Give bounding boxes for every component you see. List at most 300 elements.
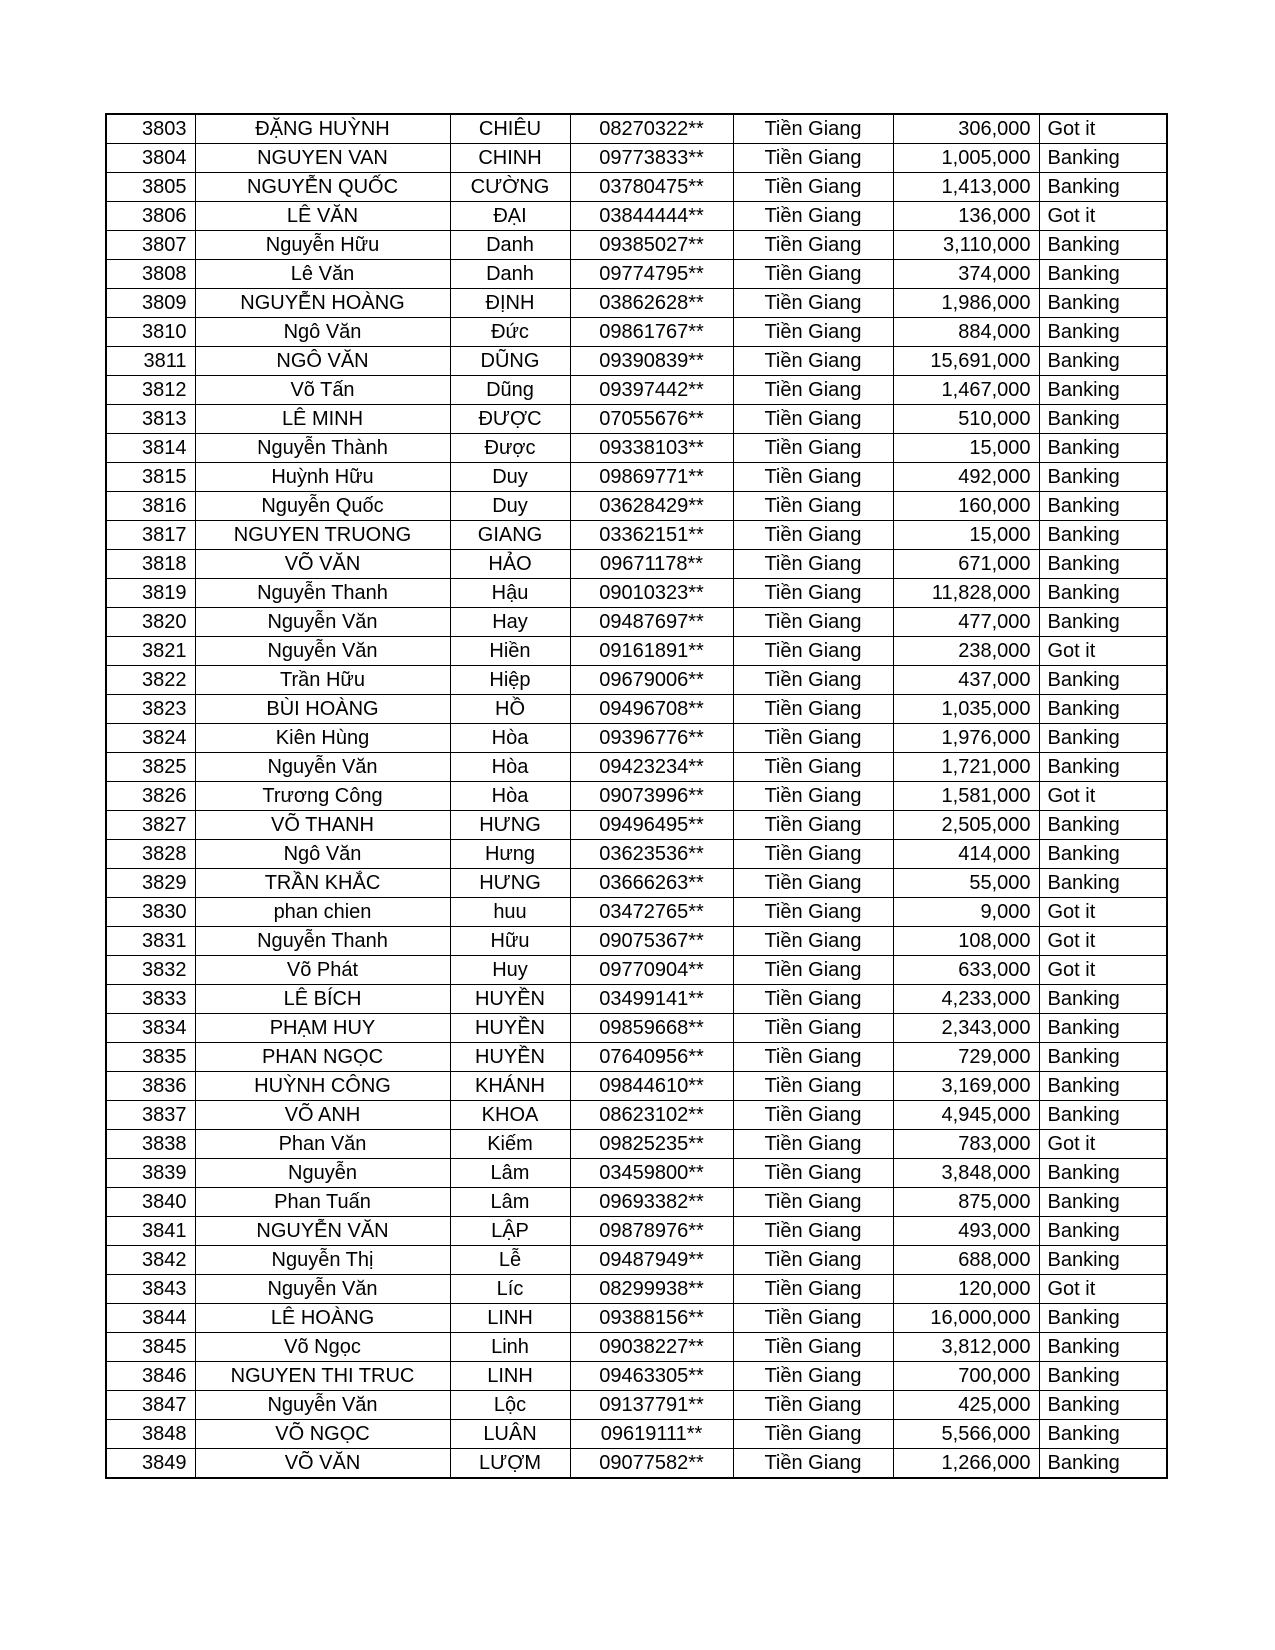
first-name-cell: Hiệp: [450, 666, 570, 695]
amount-cell: 238,000: [893, 637, 1039, 666]
phone-cell: 09859668**: [570, 1014, 733, 1043]
payment-method-cell: Banking: [1039, 608, 1167, 637]
province-cell: Tiền Giang: [733, 1072, 893, 1101]
province-cell: Tiền Giang: [733, 666, 893, 695]
row-number-cell: 3805: [106, 173, 195, 202]
last-name-cell: Nguyễn Hữu: [195, 231, 450, 260]
row-number-cell: 3803: [106, 114, 195, 144]
phone-cell: 08270322**: [570, 114, 733, 144]
province-cell: Tiền Giang: [733, 1275, 893, 1304]
table-row: [106, 114, 1167, 144]
table-row: [106, 811, 1167, 840]
row-number-cell: 3841: [106, 1217, 195, 1246]
province-cell: Tiền Giang: [733, 1362, 893, 1391]
row-number-cell: 3827: [106, 811, 195, 840]
payment-method-cell: Banking: [1039, 985, 1167, 1014]
first-name-cell: Hữu: [450, 927, 570, 956]
table-row: [106, 521, 1167, 550]
province-cell: Tiền Giang: [733, 927, 893, 956]
first-name-cell: LƯỢM: [450, 1449, 570, 1479]
table-row: [106, 666, 1167, 695]
first-name-cell: HỒ: [450, 695, 570, 724]
row-number-cell: 3833: [106, 985, 195, 1014]
row-number-cell: 3829: [106, 869, 195, 898]
amount-cell: 3,812,000: [893, 1333, 1039, 1362]
table-row: [106, 144, 1167, 173]
phone-cell: 09619111**: [570, 1420, 733, 1449]
table-row: [106, 376, 1167, 405]
table-row: [106, 1304, 1167, 1333]
first-name-cell: Hưng: [450, 840, 570, 869]
amount-cell: 1,721,000: [893, 753, 1039, 782]
phone-cell: 09679006**: [570, 666, 733, 695]
amount-cell: 55,000: [893, 869, 1039, 898]
row-number-cell: 3808: [106, 260, 195, 289]
table-row: [106, 608, 1167, 637]
province-cell: Tiền Giang: [733, 869, 893, 898]
province-cell: Tiền Giang: [733, 956, 893, 985]
last-name-cell: Ngô Văn: [195, 840, 450, 869]
last-name-cell: LÊ MINH: [195, 405, 450, 434]
province-cell: Tiền Giang: [733, 463, 893, 492]
payment-method-cell: Banking: [1039, 1362, 1167, 1391]
last-name-cell: Trần Hữu: [195, 666, 450, 695]
province-cell: Tiền Giang: [733, 1217, 893, 1246]
first-name-cell: LINH: [450, 1304, 570, 1333]
phone-cell: 09463305**: [570, 1362, 733, 1391]
last-name-cell: Võ Ngọc: [195, 1333, 450, 1362]
table-row: [106, 985, 1167, 1014]
row-number-cell: 3842: [106, 1246, 195, 1275]
table-row: [106, 318, 1167, 347]
last-name-cell: Nguyễn Văn: [195, 608, 450, 637]
payment-method-cell: Banking: [1039, 550, 1167, 579]
last-name-cell: Nguyễn Văn: [195, 1275, 450, 1304]
phone-cell: 09825235**: [570, 1130, 733, 1159]
table-row: [106, 1391, 1167, 1420]
last-name-cell: LÊ BÍCH: [195, 985, 450, 1014]
phone-cell: 03666263**: [570, 869, 733, 898]
table-row: [106, 1362, 1167, 1391]
last-name-cell: LÊ VĂN: [195, 202, 450, 231]
first-name-cell: Đức: [450, 318, 570, 347]
row-number-cell: 3815: [106, 463, 195, 492]
payment-method-cell: Got it: [1039, 1275, 1167, 1304]
first-name-cell: Dũng: [450, 376, 570, 405]
last-name-cell: Nguyễn Thành: [195, 434, 450, 463]
payment-method-cell: Got it: [1039, 1130, 1167, 1159]
payment-method-cell: Banking: [1039, 1101, 1167, 1130]
phone-cell: 03628429**: [570, 492, 733, 521]
first-name-cell: huu: [450, 898, 570, 927]
province-cell: Tiền Giang: [733, 840, 893, 869]
row-number-cell: 3825: [106, 753, 195, 782]
amount-cell: 729,000: [893, 1043, 1039, 1072]
last-name-cell: Nguyễn Thanh: [195, 927, 450, 956]
row-number-cell: 3817: [106, 521, 195, 550]
province-cell: Tiền Giang: [733, 1420, 893, 1449]
row-number-cell: 3839: [106, 1159, 195, 1188]
phone-cell: 09010323**: [570, 579, 733, 608]
row-number-cell: 3843: [106, 1275, 195, 1304]
province-cell: Tiền Giang: [733, 347, 893, 376]
phone-cell: 09496495**: [570, 811, 733, 840]
last-name-cell: Võ Phát: [195, 956, 450, 985]
province-cell: Tiền Giang: [733, 1391, 893, 1420]
province-cell: Tiền Giang: [733, 318, 893, 347]
last-name-cell: TRẦN KHẮC: [195, 869, 450, 898]
table-row: [106, 434, 1167, 463]
table-row: [106, 1420, 1167, 1449]
phone-cell: 03459800**: [570, 1159, 733, 1188]
first-name-cell: Hòa: [450, 724, 570, 753]
amount-cell: 783,000: [893, 1130, 1039, 1159]
amount-cell: 9,000: [893, 898, 1039, 927]
first-name-cell: Hòa: [450, 782, 570, 811]
province-cell: Tiền Giang: [733, 144, 893, 173]
table-row: [106, 347, 1167, 376]
amount-cell: 1,413,000: [893, 173, 1039, 202]
amount-cell: 5,566,000: [893, 1420, 1039, 1449]
table-row: [106, 492, 1167, 521]
province-cell: Tiền Giang: [733, 289, 893, 318]
first-name-cell: Hậu: [450, 579, 570, 608]
row-number-cell: 3832: [106, 956, 195, 985]
province-cell: Tiền Giang: [733, 114, 893, 144]
payment-method-cell: Banking: [1039, 231, 1167, 260]
payment-method-cell: Banking: [1039, 1014, 1167, 1043]
amount-cell: 700,000: [893, 1362, 1039, 1391]
row-number-cell: 3831: [106, 927, 195, 956]
last-name-cell: PHAN NGỌC: [195, 1043, 450, 1072]
phone-cell: 09161891**: [570, 637, 733, 666]
first-name-cell: CƯỜNG: [450, 173, 570, 202]
payment-method-cell: Banking: [1039, 869, 1167, 898]
amount-cell: 3,848,000: [893, 1159, 1039, 1188]
table-row: [106, 1246, 1167, 1275]
table-row: [106, 1449, 1167, 1479]
province-cell: Tiền Giang: [733, 202, 893, 231]
amount-cell: 1,986,000: [893, 289, 1039, 318]
row-number-cell: 3845: [106, 1333, 195, 1362]
amount-cell: 414,000: [893, 840, 1039, 869]
province-cell: Tiền Giang: [733, 695, 893, 724]
first-name-cell: Duy: [450, 492, 570, 521]
table-row: [106, 695, 1167, 724]
table-row: [106, 1043, 1167, 1072]
last-name-cell: NGUYEN THI TRUC: [195, 1362, 450, 1391]
last-name-cell: Nguyễn Văn: [195, 753, 450, 782]
province-cell: Tiền Giang: [733, 1246, 893, 1275]
amount-cell: 1,976,000: [893, 724, 1039, 753]
amount-cell: 510,000: [893, 405, 1039, 434]
phone-cell: 09385027**: [570, 231, 733, 260]
first-name-cell: CHINH: [450, 144, 570, 173]
payment-method-cell: Banking: [1039, 144, 1167, 173]
last-name-cell: HUỲNH CÔNG: [195, 1072, 450, 1101]
payment-method-cell: Got it: [1039, 114, 1167, 144]
last-name-cell: Huỳnh Hữu: [195, 463, 450, 492]
province-cell: Tiền Giang: [733, 579, 893, 608]
records-table: [105, 113, 1168, 1479]
table-row: [106, 1130, 1167, 1159]
amount-cell: 108,000: [893, 927, 1039, 956]
last-name-cell: Phan Tuấn: [195, 1188, 450, 1217]
table-row: [106, 289, 1167, 318]
amount-cell: 3,169,000: [893, 1072, 1039, 1101]
last-name-cell: BÙI HOÀNG: [195, 695, 450, 724]
payment-method-cell: Banking: [1039, 1304, 1167, 1333]
last-name-cell: NGUYỄN QUỐC: [195, 173, 450, 202]
phone-cell: 09073996**: [570, 782, 733, 811]
amount-cell: 15,691,000: [893, 347, 1039, 376]
phone-cell: 09770904**: [570, 956, 733, 985]
first-name-cell: Líc: [450, 1275, 570, 1304]
phone-cell: 03499141**: [570, 985, 733, 1014]
province-cell: Tiền Giang: [733, 521, 893, 550]
last-name-cell: phan chien: [195, 898, 450, 927]
payment-method-cell: Banking: [1039, 1217, 1167, 1246]
payment-method-cell: Banking: [1039, 318, 1167, 347]
table-row: [106, 1101, 1167, 1130]
last-name-cell: NGÔ VĂN: [195, 347, 450, 376]
phone-cell: 03862628**: [570, 289, 733, 318]
province-cell: Tiền Giang: [733, 1188, 893, 1217]
row-number-cell: 3818: [106, 550, 195, 579]
phone-cell: 09773833**: [570, 144, 733, 173]
province-cell: Tiền Giang: [733, 550, 893, 579]
amount-cell: 425,000: [893, 1391, 1039, 1420]
first-name-cell: GIANG: [450, 521, 570, 550]
last-name-cell: NGUYỄN HOÀNG: [195, 289, 450, 318]
province-cell: Tiền Giang: [733, 1304, 893, 1333]
amount-cell: 1,266,000: [893, 1449, 1039, 1479]
table-row: [106, 1275, 1167, 1304]
phone-cell: 09878976**: [570, 1217, 733, 1246]
province-cell: Tiền Giang: [733, 434, 893, 463]
table-row: [106, 753, 1167, 782]
payment-method-cell: Banking: [1039, 289, 1167, 318]
payment-method-cell: Banking: [1039, 840, 1167, 869]
payment-method-cell: Banking: [1039, 347, 1167, 376]
amount-cell: 2,343,000: [893, 1014, 1039, 1043]
last-name-cell: VÕ VĂN: [195, 550, 450, 579]
first-name-cell: Được: [450, 434, 570, 463]
phone-cell: 09075367**: [570, 927, 733, 956]
row-number-cell: 3847: [106, 1391, 195, 1420]
row-number-cell: 3804: [106, 144, 195, 173]
amount-cell: 374,000: [893, 260, 1039, 289]
first-name-cell: HUYỀN: [450, 985, 570, 1014]
payment-method-cell: Banking: [1039, 492, 1167, 521]
phone-cell: 09338103**: [570, 434, 733, 463]
payment-method-cell: Banking: [1039, 1246, 1167, 1275]
table-row: [106, 173, 1167, 202]
province-cell: Tiền Giang: [733, 173, 893, 202]
payment-method-cell: Banking: [1039, 405, 1167, 434]
first-name-cell: HẢO: [450, 550, 570, 579]
last-name-cell: Phan Văn: [195, 1130, 450, 1159]
province-cell: Tiền Giang: [733, 1130, 893, 1159]
amount-cell: 875,000: [893, 1188, 1039, 1217]
phone-cell: 09671178**: [570, 550, 733, 579]
payment-method-cell: Banking: [1039, 463, 1167, 492]
payment-method-cell: Banking: [1039, 1188, 1167, 1217]
first-name-cell: Danh: [450, 260, 570, 289]
province-cell: Tiền Giang: [733, 811, 893, 840]
phone-cell: 09844610**: [570, 1072, 733, 1101]
row-number-cell: 3814: [106, 434, 195, 463]
table-row: [106, 202, 1167, 231]
payment-method-cell: Banking: [1039, 434, 1167, 463]
row-number-cell: 3819: [106, 579, 195, 608]
amount-cell: 493,000: [893, 1217, 1039, 1246]
province-cell: Tiền Giang: [733, 782, 893, 811]
amount-cell: 16,000,000: [893, 1304, 1039, 1333]
amount-cell: 1,005,000: [893, 144, 1039, 173]
amount-cell: 492,000: [893, 463, 1039, 492]
first-name-cell: HƯNG: [450, 811, 570, 840]
province-cell: Tiền Giang: [733, 1014, 893, 1043]
province-cell: Tiền Giang: [733, 753, 893, 782]
payment-method-cell: Banking: [1039, 260, 1167, 289]
first-name-cell: CHIÊU: [450, 114, 570, 144]
payment-method-cell: Banking: [1039, 1391, 1167, 1420]
amount-cell: 306,000: [893, 114, 1039, 144]
row-number-cell: 3834: [106, 1014, 195, 1043]
province-cell: Tiền Giang: [733, 1449, 893, 1479]
payment-method-cell: Banking: [1039, 376, 1167, 405]
phone-cell: 09396776**: [570, 724, 733, 753]
phone-cell: 09390839**: [570, 347, 733, 376]
province-cell: Tiền Giang: [733, 376, 893, 405]
first-name-cell: Duy: [450, 463, 570, 492]
first-name-cell: Hòa: [450, 753, 570, 782]
payment-method-cell: Banking: [1039, 521, 1167, 550]
last-name-cell: VÕ NGỌC: [195, 1420, 450, 1449]
amount-cell: 671,000: [893, 550, 1039, 579]
payment-method-cell: Banking: [1039, 579, 1167, 608]
amount-cell: 15,000: [893, 521, 1039, 550]
first-name-cell: HUYỀN: [450, 1014, 570, 1043]
amount-cell: 4,945,000: [893, 1101, 1039, 1130]
phone-cell: 09038227**: [570, 1333, 733, 1362]
phone-cell: 09137791**: [570, 1391, 733, 1420]
row-number-cell: 3830: [106, 898, 195, 927]
first-name-cell: Lâm: [450, 1159, 570, 1188]
row-number-cell: 3828: [106, 840, 195, 869]
first-name-cell: ĐƯỢC: [450, 405, 570, 434]
payment-method-cell: Banking: [1039, 1159, 1167, 1188]
first-name-cell: ĐỊNH: [450, 289, 570, 318]
phone-cell: 03362151**: [570, 521, 733, 550]
phone-cell: 09861767**: [570, 318, 733, 347]
table-row: [106, 579, 1167, 608]
last-name-cell: VÕ ANH: [195, 1101, 450, 1130]
payment-method-cell: Got it: [1039, 637, 1167, 666]
amount-cell: 477,000: [893, 608, 1039, 637]
first-name-cell: HUYỀN: [450, 1043, 570, 1072]
province-cell: Tiền Giang: [733, 985, 893, 1014]
row-number-cell: 3826: [106, 782, 195, 811]
row-number-cell: 3849: [106, 1449, 195, 1479]
last-name-cell: Trương Công: [195, 782, 450, 811]
last-name-cell: Nguyễn Thị: [195, 1246, 450, 1275]
phone-cell: 09693382**: [570, 1188, 733, 1217]
first-name-cell: Lễ: [450, 1246, 570, 1275]
table-row: [106, 405, 1167, 434]
last-name-cell: Kiên Hùng: [195, 724, 450, 753]
amount-cell: 1,035,000: [893, 695, 1039, 724]
province-cell: Tiền Giang: [733, 405, 893, 434]
amount-cell: 136,000: [893, 202, 1039, 231]
payment-method-cell: Got it: [1039, 202, 1167, 231]
payment-method-cell: Got it: [1039, 782, 1167, 811]
payment-method-cell: Got it: [1039, 956, 1167, 985]
province-cell: Tiền Giang: [733, 1159, 893, 1188]
table-row: [106, 869, 1167, 898]
amount-cell: 15,000: [893, 434, 1039, 463]
first-name-cell: HƯNG: [450, 869, 570, 898]
amount-cell: 884,000: [893, 318, 1039, 347]
phone-cell: 07640956**: [570, 1043, 733, 1072]
table-row: [106, 898, 1167, 927]
last-name-cell: Nguyễn: [195, 1159, 450, 1188]
last-name-cell: Nguyễn Quốc: [195, 492, 450, 521]
amount-cell: 3,110,000: [893, 231, 1039, 260]
amount-cell: 11,828,000: [893, 579, 1039, 608]
row-number-cell: 3835: [106, 1043, 195, 1072]
row-number-cell: 3811: [106, 347, 195, 376]
last-name-cell: LÊ HOÀNG: [195, 1304, 450, 1333]
amount-cell: 4,233,000: [893, 985, 1039, 1014]
phone-cell: 07055676**: [570, 405, 733, 434]
phone-cell: 03844444**: [570, 202, 733, 231]
table-row: [106, 724, 1167, 753]
payment-method-cell: Banking: [1039, 173, 1167, 202]
province-cell: Tiền Giang: [733, 724, 893, 753]
province-cell: Tiền Giang: [733, 260, 893, 289]
phone-cell: 03472765**: [570, 898, 733, 927]
row-number-cell: 3820: [106, 608, 195, 637]
amount-cell: 633,000: [893, 956, 1039, 985]
row-number-cell: 3816: [106, 492, 195, 521]
amount-cell: 2,505,000: [893, 811, 1039, 840]
first-name-cell: ĐẠI: [450, 202, 570, 231]
phone-cell: 09487697**: [570, 608, 733, 637]
payment-method-cell: Banking: [1039, 1072, 1167, 1101]
first-name-cell: Linh: [450, 1333, 570, 1362]
table-row: [106, 463, 1167, 492]
table-row: [106, 1014, 1167, 1043]
province-cell: Tiền Giang: [733, 231, 893, 260]
table-row: [106, 260, 1167, 289]
amount-cell: 160,000: [893, 492, 1039, 521]
row-number-cell: 3838: [106, 1130, 195, 1159]
last-name-cell: Nguyễn Văn: [195, 637, 450, 666]
row-number-cell: 3837: [106, 1101, 195, 1130]
province-cell: Tiền Giang: [733, 1101, 893, 1130]
payment-method-cell: Banking: [1039, 1043, 1167, 1072]
first-name-cell: Huy: [450, 956, 570, 985]
first-name-cell: Lâm: [450, 1188, 570, 1217]
phone-cell: 08299938**: [570, 1275, 733, 1304]
table-row: [106, 1188, 1167, 1217]
phone-cell: 08623102**: [570, 1101, 733, 1130]
records-body: [106, 114, 1167, 1478]
row-number-cell: 3836: [106, 1072, 195, 1101]
first-name-cell: Hiền: [450, 637, 570, 666]
